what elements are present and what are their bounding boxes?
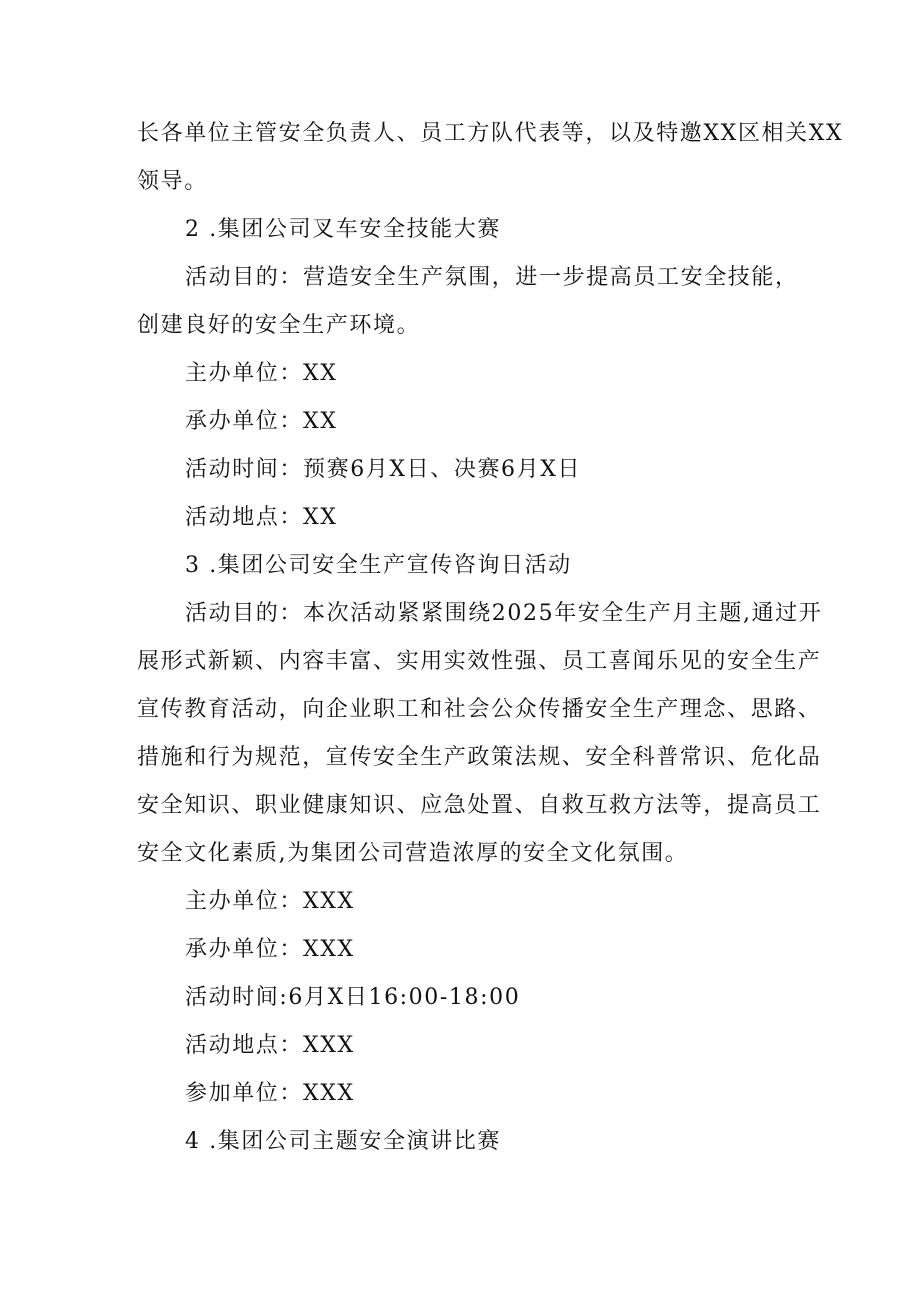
paragraph-line: 领导。 [137, 169, 208, 194]
field-time: 活动时间:6月X日16:00-18:00 [185, 985, 521, 1010]
purpose-line: 宣传教育活动，向企业职工和社会公众传播安全生产理念、思路、 [137, 697, 822, 722]
field-location: 活动地点：XX [185, 505, 338, 530]
section-heading-2: 2 .集团公司叉车安全技能大赛 [185, 217, 501, 242]
paragraph-line: 长各单位主管安全负责人、员工方队代表等，以及特邀XX区相关XX [137, 121, 844, 146]
purpose-line: 展形式新颖、内容丰富、实用实效性强、员工喜闻乐见的安全生产 [137, 649, 822, 674]
purpose-line: 措施和行为规范，宣传安全生产政策法规、安全科普常识、危化品 [137, 745, 822, 770]
purpose-line: 安全知识、职业健康知识、应急处置、自救互救方法等，提高员工 [137, 793, 822, 818]
purpose-line: 活动目的：营造安全生产氛围，进一步提高员工安全技能， [185, 265, 799, 290]
field-organizer: 主办单位：XXX [185, 889, 355, 914]
document-page [137, 110, 844, 1166]
field-participants: 参加单位：XXX [185, 1081, 355, 1106]
field-co-organizer: 承办单位：XX [185, 409, 338, 434]
field-co-organizer: 承办单位：XXX [185, 937, 355, 962]
field-time: 活动时间：预赛6月X日、决赛6月X日 [185, 457, 582, 482]
section-heading-3: 3 .集团公司安全生产宣传咨询日活动 [185, 553, 572, 578]
purpose-line: 活动目的：本次活动紧紧围绕2025年安全生产月主题,通过开 [185, 601, 823, 626]
field-location: 活动地点：XXX [185, 1033, 355, 1058]
purpose-line: 安全文化素质,为集团公司营造浓厚的安全文化氛围。 [137, 841, 689, 866]
section-heading-4: 4 .集团公司主题安全演讲比赛 [185, 1129, 501, 1154]
purpose-line: 创建良好的安全生产环境。 [137, 313, 421, 338]
field-organizer: 主办单位：XX [185, 361, 338, 386]
